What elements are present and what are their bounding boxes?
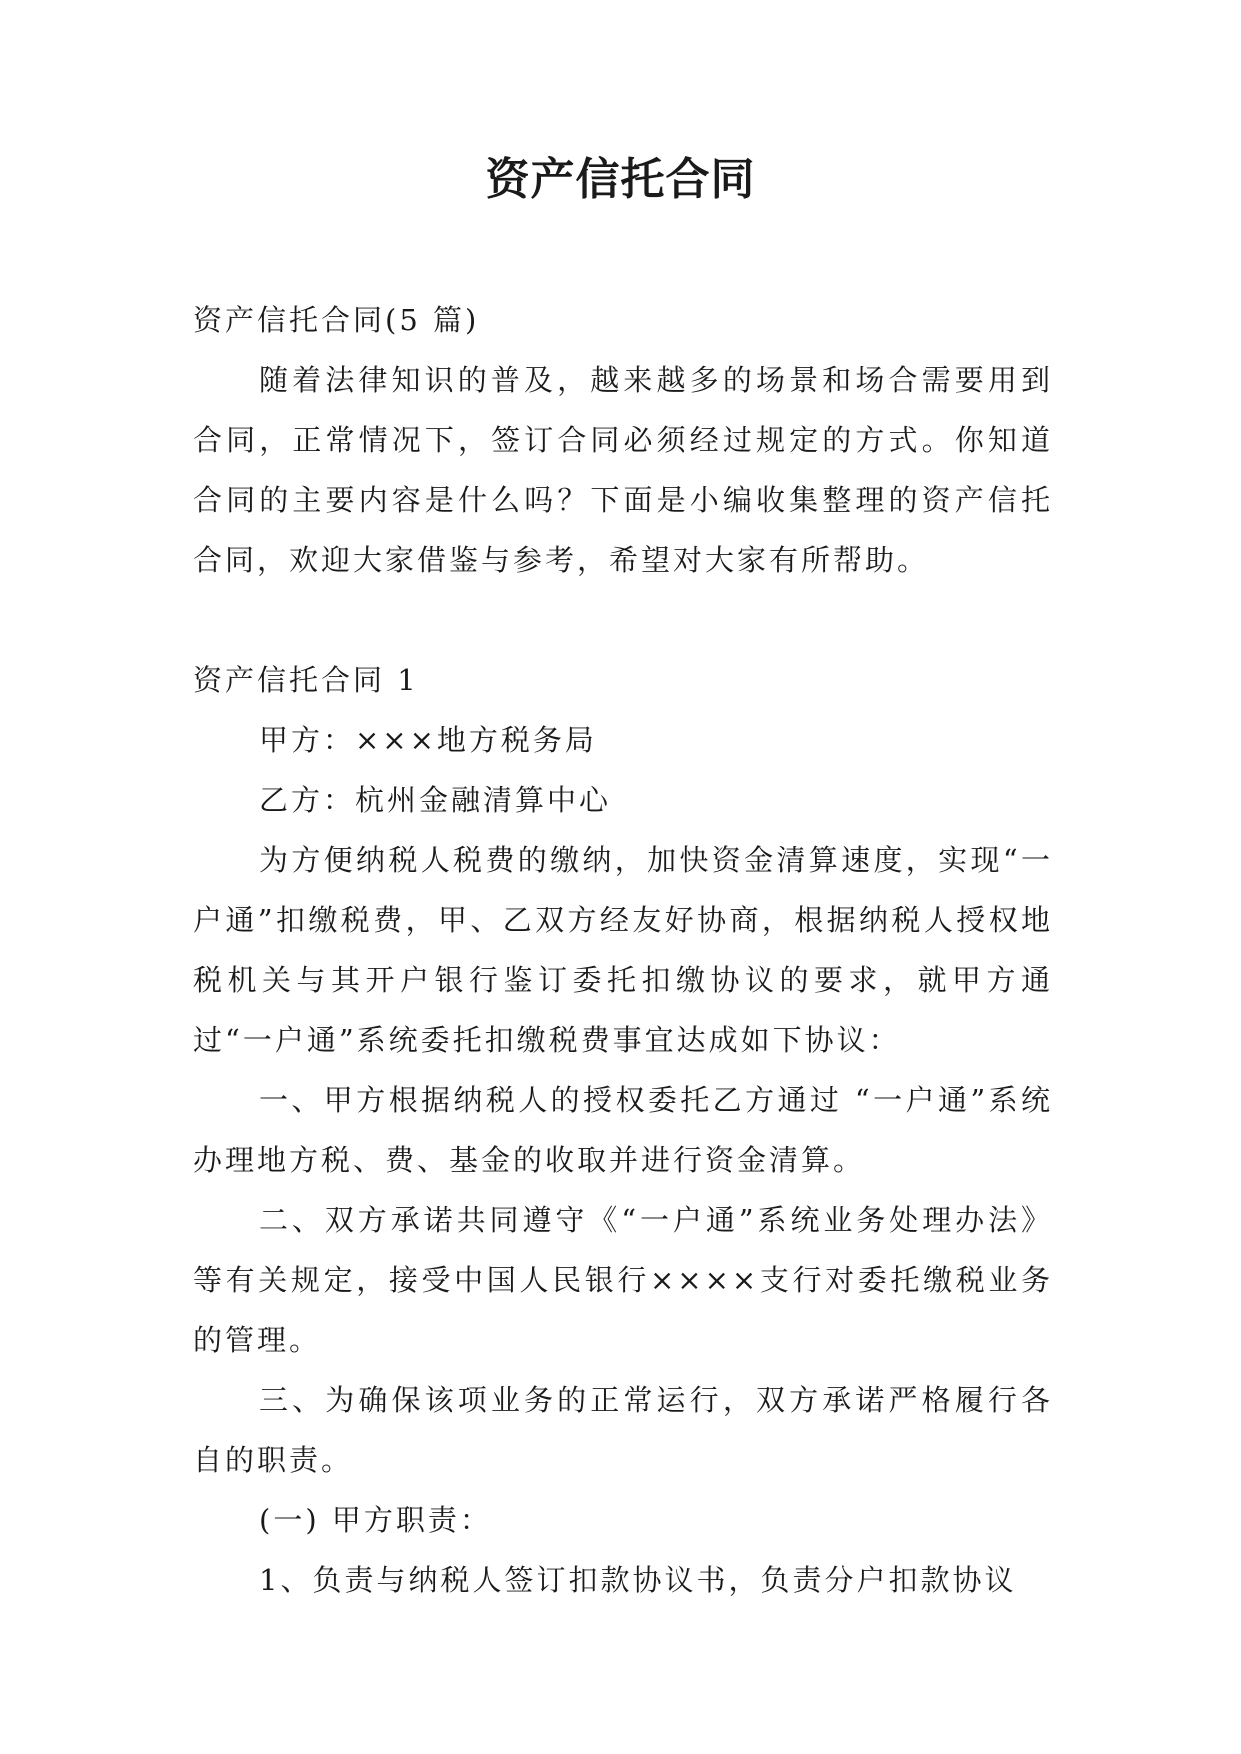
document-body	[193, 290, 1053, 1610]
party-b-line: 乙方：杭州金融清算中心	[259, 783, 612, 817]
document-subtitle: 资产信托合同(5 篇)	[193, 303, 480, 337]
clause-2: 二、双方承诺共同遵守《“一户通”系统业务处理办法》等有关规定，接受中国人民银行××××支行对委托缴税业务的管理。	[193, 1203, 1053, 1357]
clause-3: 三、为确保该项业务的正常运行，双方承诺严格履行各自的职责。	[193, 1383, 1053, 1477]
document-title: 资产信托合同	[485, 154, 756, 205]
duty-item-1: 1、负责与纳税人签订扣款协议书，负责分户扣款协议	[259, 1563, 1017, 1597]
intro-paragraph: 随着法律知识的普及，越来越多的场景和场合需要用到合同，正常情况下，签订合同必须经过规定的方式。你知道合同的主要内容是什么吗？下面是小编收集整理的资产信托合同，欢迎大家借鉴与参考，希望对大家有所帮助。	[193, 363, 1053, 577]
party-a-line: 甲方：×××地方税务局	[259, 723, 597, 757]
section-heading: 资产信托合同 1	[193, 663, 419, 697]
party-a-duties-heading: (一) 甲方职责：	[259, 1503, 492, 1537]
clause-1: 一、甲方根据纳税人的授权委托乙方通过 “一户通”系统办理地方税、费、基金的收取并进行资金清算。	[193, 1083, 1053, 1177]
preamble-paragraph: 为方便纳税人税费的缴纳，加快资金清算速度，实现“一户通”扣缴税费，甲、乙双方经友好协商，根据纳税人授权地税机关与其开户银行鉴订委托扣缴协议的要求，就甲方通过“一户通”系统委托扣缴税费事宜达成如下协议：	[193, 843, 1053, 1057]
